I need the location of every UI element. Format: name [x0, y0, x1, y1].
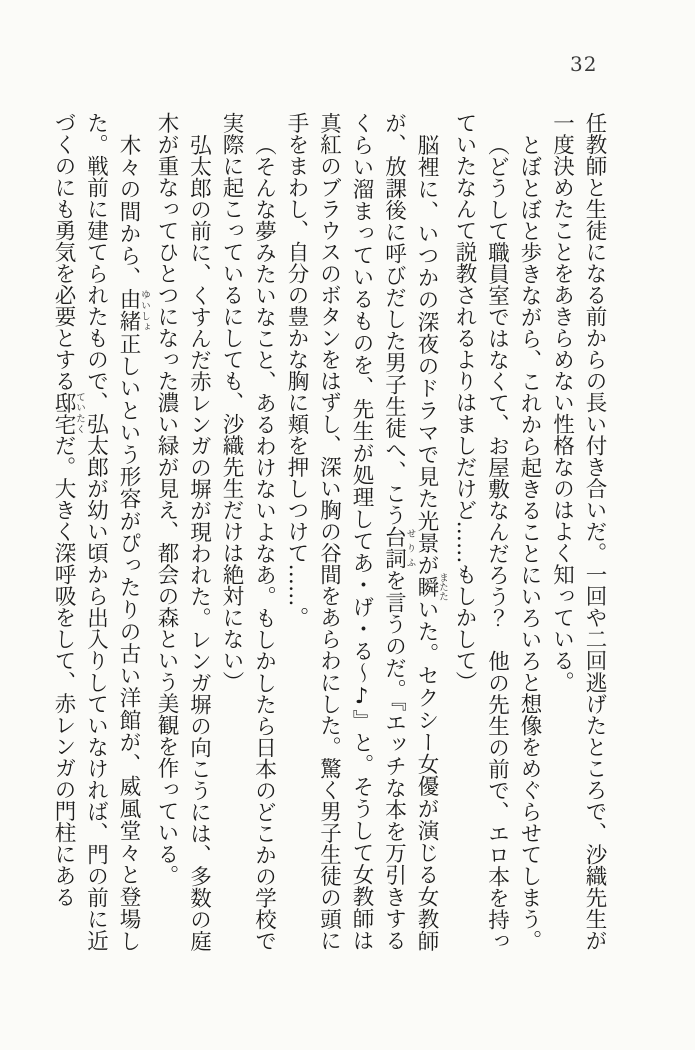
furigana-text: ていたく	[74, 391, 85, 435]
paragraph-1: 任教師と生徒になる前からの長い付き合いだ。一回や二回逃げたところで、沙織先生が一度決めたことをあきらめない性格なのはよく知っている。	[549, 112, 607, 951]
page-number: 32	[570, 52, 598, 76]
paragraph-4: 脳裡に、いつかの深夜のドラマで見た光景が瞬またたいた。セクシー女優が演じる女教師が、放課後に呼びだした男子生徒へ、こう台詞せりふを言うのだ。『エッチな本を万引きするくらい溜まっているものを、先生が処理してあ・げ・る〜♪』と。そうして女教師は真紅のブラウスのボタンをはずし、深い胸の谷間をあらわにした。驚く男子生徒の頭に手をまわし、自分の豊かな胸に頬を押しつけて……。	[284, 112, 448, 952]
ruby-annotation: 瞬またた	[414, 572, 448, 601]
ruby-annotation: 邸宅ていたく	[51, 391, 85, 435]
furigana-text: またた	[437, 572, 448, 601]
ruby-annotation: 台詞せりふ	[381, 526, 416, 570]
furigana-text: せりふ	[404, 526, 416, 570]
furigana-text: ゆいしょ	[139, 288, 150, 332]
body-text	[47, 112, 611, 951]
paragraph-7: 木々の間から、由緒ゆいしょ正しいという形容がぴったりの古い洋館が、威風堂々と登場した。戦前に建てられたもので、弘太郎が幼い頃から出入りしていなければ、門の前に近づくのにも勇気を必要とする邸宅ていたくだ。大きく深呼吸をして、赤レンガの門柱にある	[51, 112, 150, 952]
paragraph-6: 弘太郎の前に、くすんだ赤レンガの塀が現われた。レンガ塀の向こうには、多数の庭木が重なってひとつになった濃い緑が見え、都会の森という美観を作っている。	[154, 112, 212, 951]
paragraph-2: とぼとぼと歩きながら、これから起きることにいろいろと想像をめぐらせてしまう。	[517, 133, 542, 951]
ruby-annotation: 由緒ゆいしょ	[116, 288, 150, 333]
paragraph-5: （そんな夢みたいなこと、あるわけないよなあ。もしかしたら日本のどこかの学校で実際に起こっているにしても、沙織先生だけは絶対にない）	[219, 112, 277, 951]
paragraph-3: （どうして職員室ではなくて、お屋敷なんだろう？ 他の先生の前で、エロ本を持っていたなんて説教されるよりはましだけど……もしかして）	[452, 112, 510, 951]
